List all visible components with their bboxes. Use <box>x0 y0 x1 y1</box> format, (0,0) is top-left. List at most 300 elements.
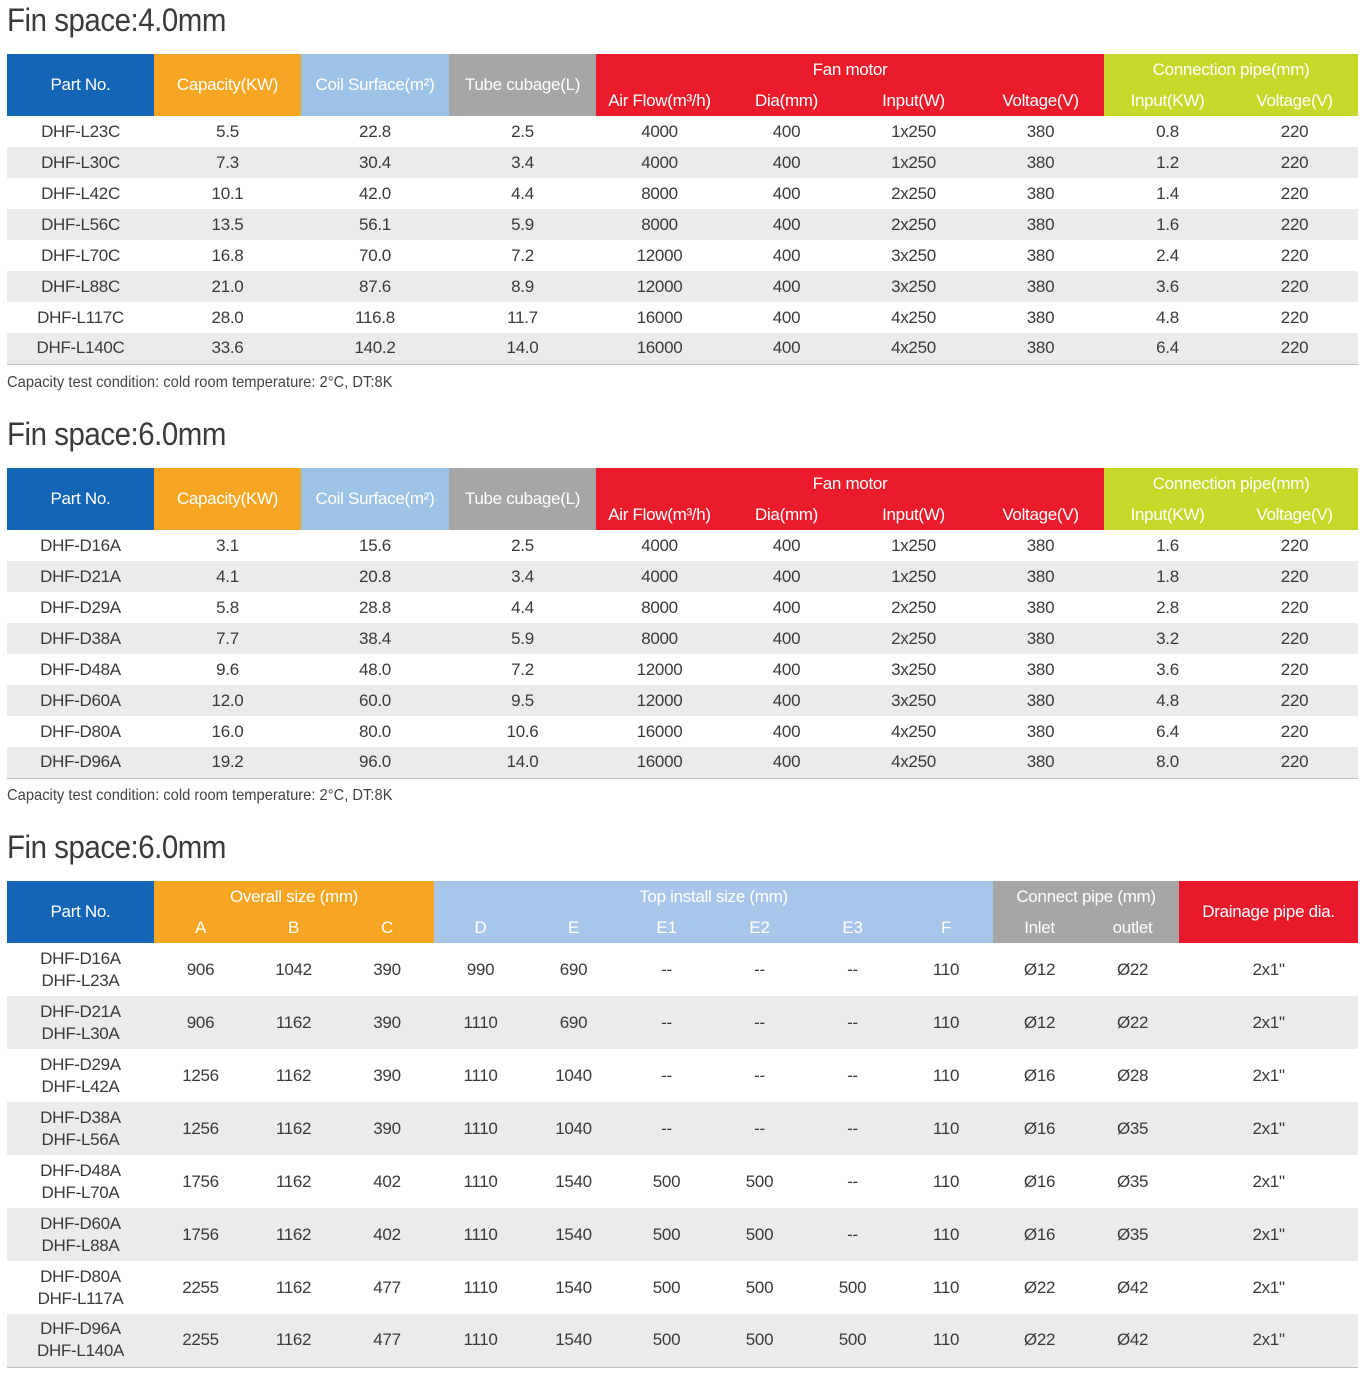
table-cell: 220 <box>1231 747 1358 778</box>
header-e3: E3 <box>806 912 899 943</box>
table-cell: 2x1" <box>1252 1277 1285 1297</box>
section-3-title: Fin space:6.0mm <box>7 829 226 865</box>
header-voltage-2: Voltage(V) <box>1231 85 1358 116</box>
table-cell: Ø12 <box>993 996 1086 1049</box>
table-cell: Ø16 <box>993 1102 1086 1155</box>
table-cell: 400 <box>772 659 801 679</box>
table-row <box>7 654 1358 685</box>
cell-part-no <box>7 1049 154 1102</box>
table-cell: 380 <box>977 623 1104 654</box>
table-cell: 220 <box>1231 623 1358 654</box>
table-cell: 2x1" <box>1179 1208 1358 1261</box>
table-cell: 1162 <box>247 1314 340 1367</box>
table-cell: 906 <box>154 996 247 1049</box>
table-cell: 1110 <box>463 1277 498 1297</box>
table-cell: 60.0 <box>301 685 449 716</box>
table-cell: Ø42 <box>1116 1277 1149 1297</box>
table-cell: -- <box>806 1208 899 1261</box>
table-row <box>7 116 1358 147</box>
table-cell: 390 <box>340 996 434 1049</box>
table-cell: 14.0 <box>449 747 596 778</box>
table-cell: 220 <box>1280 659 1309 679</box>
table-row <box>7 1049 1358 1102</box>
table-cell: 0.8 <box>1156 121 1179 141</box>
table-cell: 13.5 <box>154 209 301 240</box>
table-cell: -- <box>806 996 899 1049</box>
table-cell: 3x250 <box>850 271 977 302</box>
header-connect-pipe: Connect pipe (mm) <box>993 881 1179 912</box>
table-cell: 500 <box>745 1277 774 1297</box>
table-cell: 402 <box>340 1208 434 1261</box>
table-cell: 380 <box>977 561 1104 592</box>
table-cell: Ø28 <box>1116 1065 1149 1085</box>
table-cell: 3.6 <box>1156 659 1179 679</box>
table-cell: 400 <box>772 307 801 327</box>
table-row <box>7 685 1358 716</box>
part-no-primary: DHF-D38A <box>40 1107 121 1127</box>
table-cell: 1.8 <box>1104 561 1231 592</box>
table-cell: 1162 <box>275 1277 312 1297</box>
table-cell: 220 <box>1280 245 1309 265</box>
table-cell: 220 <box>1231 333 1358 364</box>
table-cell: 500 <box>652 1171 681 1191</box>
table-cell: 220 <box>1231 271 1358 302</box>
table-cell: 400 <box>772 183 801 203</box>
table-cell: 80.0 <box>359 721 391 741</box>
table-cell: 8.0 <box>1104 747 1231 778</box>
table-cell: 12.0 <box>154 685 301 716</box>
table-cell: 1540 <box>527 1314 620 1367</box>
table-cell: 3x250 <box>891 245 936 265</box>
header-input-w: Input(W) <box>850 499 977 530</box>
table-cell: 1110 <box>434 1208 527 1261</box>
table-cell: 380 <box>1026 535 1055 555</box>
part-no-primary: DHF-D29A <box>40 1054 121 1074</box>
table-cell: 10.1 <box>211 183 244 203</box>
table-cell: 400 <box>723 685 850 716</box>
table-cell: 16.8 <box>211 245 244 265</box>
table-cell: 1.2 <box>1104 147 1231 178</box>
part-no-secondary: DHF-L70A <box>41 1182 120 1202</box>
table-cell: 220 <box>1231 685 1358 716</box>
table-cell: 110 <box>899 1102 993 1155</box>
table-cell: 20.8 <box>301 561 449 592</box>
table-cell: -- <box>806 1102 899 1155</box>
table-cell: 220 <box>1280 535 1309 555</box>
header-voltage: Voltage(V) <box>977 499 1104 530</box>
table-cell: 6.4 <box>1156 721 1179 741</box>
table-cell: 12000 <box>596 271 723 302</box>
part-no-primary: DHF-D96A <box>40 1319 121 1339</box>
table-cell: 96.0 <box>301 747 449 778</box>
table-cell: 500 <box>620 1314 713 1367</box>
table-cell: 220 <box>1280 721 1309 741</box>
table-cell: 12000 <box>636 245 683 265</box>
table-cell: Ø35 <box>1086 1208 1179 1261</box>
table-row <box>7 1102 1358 1155</box>
table-cell: Ø12 <box>1023 959 1056 979</box>
header-e: E <box>527 912 620 943</box>
table-cell: 380 <box>977 271 1104 302</box>
table-cell: 7.3 <box>154 147 301 178</box>
table-cell: 3x250 <box>850 685 977 716</box>
table-cell: 8.9 <box>449 271 596 302</box>
table-cell: 5.8 <box>216 597 239 617</box>
header-fan-motor: Fan motor <box>596 468 1104 499</box>
cell-part-no <box>7 943 154 996</box>
table-cell: 1540 <box>555 1171 592 1191</box>
table-cell: -- <box>847 959 858 979</box>
table-cell: 380 <box>1026 597 1055 617</box>
header-c: C <box>340 912 434 943</box>
table-cell: 380 <box>1026 183 1055 203</box>
table-cell: 500 <box>652 1277 681 1297</box>
table-cell: 11.7 <box>507 307 538 327</box>
cell-part-no: DHF-L140C <box>7 333 154 364</box>
table-cell: 28.8 <box>359 597 391 617</box>
table-row <box>7 530 1358 561</box>
header-input-kw: Input(KW) <box>1104 499 1231 530</box>
cell-part-no <box>7 1208 154 1261</box>
section-1-title: Fin space:4.0mm <box>7 2 226 38</box>
table-cell: 1110 <box>434 996 527 1049</box>
table-cell: 2x250 <box>891 183 936 203</box>
table-cell: 220 <box>1280 183 1309 203</box>
table-cell: 1162 <box>247 1208 340 1261</box>
table-row <box>7 1261 1358 1314</box>
section-2-note: Capacity test condition: cold room temperature: 2°C, DT:8K <box>7 787 393 804</box>
table-cell: 16000 <box>636 307 683 327</box>
header-dia: Dia(mm) <box>723 499 850 530</box>
table-cell: 1110 <box>434 1102 527 1155</box>
table-cell: 110 <box>932 959 960 979</box>
table-cell: 3.1 <box>216 535 239 555</box>
table-cell: 2x1" <box>1252 1171 1285 1191</box>
table-cell: -- <box>847 1171 858 1191</box>
header-part-no: Part No. <box>7 54 154 116</box>
table-cell: 5.9 <box>449 623 596 654</box>
table-cell: 7.2 <box>511 245 534 265</box>
table-cell: 400 <box>723 623 850 654</box>
table-cell: 400 <box>723 209 850 240</box>
table-cell: 220 <box>1280 121 1309 141</box>
table-cell: 2x1" <box>1252 959 1285 979</box>
table-cell: Ø16 <box>993 1208 1086 1261</box>
table-cell: 2.5 <box>511 535 534 555</box>
table-cell: 4.8 <box>1156 307 1179 327</box>
header-capacity: Capacity(KW) <box>154 468 301 530</box>
table-cell: 400 <box>723 747 850 778</box>
table-cell: 1162 <box>247 996 340 1049</box>
table-cell: -- <box>754 1065 765 1085</box>
table-cell: 220 <box>1231 561 1358 592</box>
table-cell: 400 <box>723 271 850 302</box>
table-cell: Ø16 <box>1023 1065 1056 1085</box>
table-cell: 2.5 <box>511 121 534 141</box>
cell-part-no: DHF-D96A <box>7 747 154 778</box>
header-fan-motor: Fan motor <box>596 54 1104 85</box>
table-cell: 2255 <box>154 1314 247 1367</box>
table-row <box>7 716 1358 747</box>
table-cell: 110 <box>932 1171 960 1191</box>
part-no-primary: DHF-D16A <box>40 948 121 968</box>
table-cell: 4.4 <box>511 183 534 203</box>
table-cell: 220 <box>1280 597 1309 617</box>
table-row <box>7 592 1358 623</box>
table-cell: 500 <box>838 1277 867 1297</box>
table-cell: 690 <box>559 959 588 979</box>
table-cell: 690 <box>527 996 620 1049</box>
table-cell: 2255 <box>182 1277 219 1297</box>
table-cell: 4.4 <box>511 597 534 617</box>
table-cell: 500 <box>713 1314 806 1367</box>
table-cell: 110 <box>899 1208 993 1261</box>
table-cell: 14.0 <box>449 333 596 364</box>
table-cell: 22.8 <box>359 121 391 141</box>
cell-part-no: DHF-L88C <box>7 271 154 302</box>
header-a: A <box>154 912 247 943</box>
part-no-secondary: DHF-L117A <box>37 1288 124 1308</box>
table-cell: 1540 <box>527 1208 620 1261</box>
table-cell: -- <box>713 996 806 1049</box>
table-cell: 390 <box>373 1065 401 1085</box>
part-no-primary: DHF-D48A <box>40 1160 121 1180</box>
table-cell: 400 <box>772 245 801 265</box>
table-cell: 1256 <box>182 1065 219 1085</box>
table-cell: 28.0 <box>211 307 244 327</box>
table-cell: 380 <box>1026 307 1055 327</box>
table-cell: 1x250 <box>850 561 977 592</box>
table-cell: 3.6 <box>1104 271 1231 302</box>
table-cell: Ø16 <box>1023 1171 1056 1191</box>
table-cell: Ø22 <box>1023 1277 1056 1297</box>
table-cell: 19.2 <box>154 747 301 778</box>
table-cell: 12000 <box>636 659 683 679</box>
table-cell: 390 <box>373 959 401 979</box>
table-cell: 390 <box>340 1102 434 1155</box>
table-cell: 2x1" <box>1252 1065 1285 1085</box>
table-cell: 500 <box>745 1171 774 1191</box>
spec-table-fin-6mm <box>7 468 1358 779</box>
table-cell: 2x1" <box>1179 996 1358 1049</box>
table-cell: 477 <box>340 1314 434 1367</box>
part-no-secondary: DHF-L88A <box>41 1235 120 1255</box>
table-cell: 2x1" <box>1179 1102 1358 1155</box>
cell-part-no <box>7 1314 154 1367</box>
header-air-flow: Air Flow(m³/h) <box>596 85 723 116</box>
table-cell: 9.5 <box>449 685 596 716</box>
cell-part-no: DHF-L70C <box>41 245 120 265</box>
table-cell: 16000 <box>596 333 723 364</box>
table-row <box>7 1208 1358 1261</box>
header-coil-surface: Coil Surface(m²) <box>301 54 449 116</box>
table-cell: 110 <box>932 1065 960 1085</box>
table-row <box>7 178 1358 209</box>
table-cell: -- <box>620 1102 713 1155</box>
table-cell: 4000 <box>596 561 723 592</box>
header-air-flow: Air Flow(m³/h) <box>596 499 723 530</box>
table-cell: 8000 <box>641 597 678 617</box>
table-cell: 1162 <box>247 1102 340 1155</box>
table-cell: 400 <box>723 561 850 592</box>
table-cell: 5.9 <box>449 209 596 240</box>
table-cell: 400 <box>772 597 801 617</box>
table-cell: 33.6 <box>154 333 301 364</box>
table-cell: 402 <box>373 1171 401 1191</box>
table-cell: -- <box>661 1065 672 1085</box>
table-cell: 1.4 <box>1156 183 1179 203</box>
table-cell: 10.6 <box>506 721 539 741</box>
header-coil-surface: Coil Surface(m²) <box>301 468 449 530</box>
table-cell: 990 <box>466 959 495 979</box>
table-cell: 3.4 <box>449 561 596 592</box>
table-cell: 500 <box>713 1208 806 1261</box>
cell-part-no: DHF-D29A <box>40 597 121 617</box>
header-voltage: Voltage(V) <box>977 85 1104 116</box>
table-cell: 4x250 <box>850 747 977 778</box>
table-cell: 400 <box>772 121 801 141</box>
table-cell: 380 <box>977 147 1104 178</box>
table-cell: 3x250 <box>891 659 936 679</box>
part-no-secondary: DHF-L30A <box>41 1023 120 1043</box>
header-overall-size: Overall size (mm) <box>154 881 434 912</box>
table-row <box>7 623 1358 654</box>
table-cell: 380 <box>977 333 1104 364</box>
table-cell: 110 <box>899 1314 993 1367</box>
header-d: D <box>434 912 527 943</box>
table-cell: 30.4 <box>301 147 449 178</box>
table-row <box>7 333 1358 364</box>
table-row <box>7 747 1358 778</box>
table-cell: 7.2 <box>511 659 534 679</box>
table-cell: 2x250 <box>850 209 977 240</box>
cell-part-no <box>7 1155 154 1208</box>
table-cell: 5.5 <box>216 121 239 141</box>
table-cell: 38.4 <box>301 623 449 654</box>
table-cell: -- <box>754 959 765 979</box>
table-cell: 1x250 <box>891 121 936 141</box>
table-cell: 8000 <box>596 209 723 240</box>
table-cell: 70.0 <box>359 245 391 265</box>
table-cell: 4000 <box>641 535 678 555</box>
table-cell: Ø35 <box>1086 1102 1179 1155</box>
table-cell: -- <box>847 1065 858 1085</box>
table-cell: 400 <box>772 721 801 741</box>
table-cell: 56.1 <box>301 209 449 240</box>
table-row <box>7 1155 1358 1208</box>
table-cell: 400 <box>772 535 801 555</box>
table-cell: 1756 <box>182 1171 219 1191</box>
cell-part-no: DHF-L23C <box>41 121 120 141</box>
table-cell: 1756 <box>154 1208 247 1261</box>
table-cell: Ø22 <box>1116 959 1149 979</box>
table-cell: Ø35 <box>1116 1171 1149 1191</box>
table-cell: 1110 <box>463 1171 498 1191</box>
cell-part-no <box>7 996 154 1049</box>
cell-part-no <box>7 1102 154 1155</box>
table-cell: 140.2 <box>301 333 449 364</box>
table-cell: 8000 <box>641 183 678 203</box>
header-part-no: Part No. <box>7 881 154 943</box>
cell-part-no: DHF-D80A <box>40 721 121 741</box>
table-cell: 380 <box>1026 659 1055 679</box>
header-part-no: Part No. <box>7 468 154 530</box>
table-cell: 4x250 <box>891 721 936 741</box>
cell-part-no: DHF-D38A <box>7 623 154 654</box>
table-row <box>7 302 1358 333</box>
header-tube-cubage: Tube cubage(L) <box>449 468 596 530</box>
table-cell: 1162 <box>275 1065 312 1085</box>
table-cell: 110 <box>899 996 993 1049</box>
table-cell: 15.6 <box>359 535 391 555</box>
table-cell: 380 <box>977 747 1104 778</box>
table-cell: 9.6 <box>216 659 239 679</box>
table-cell: 21.0 <box>154 271 301 302</box>
table-cell: 2x1" <box>1179 1314 1358 1367</box>
table-cell: 500 <box>620 1208 713 1261</box>
table-cell: 87.6 <box>301 271 449 302</box>
cell-part-no <box>7 1261 154 1314</box>
table-cell: 500 <box>806 1314 899 1367</box>
table-cell: Ø22 <box>1086 996 1179 1049</box>
table-cell: 220 <box>1280 307 1309 327</box>
table-cell: 6.4 <box>1104 333 1231 364</box>
table-cell: 400 <box>723 147 850 178</box>
part-no-secondary: DHF-L140A <box>36 1341 125 1361</box>
table-cell: 380 <box>1026 121 1055 141</box>
table-row <box>7 209 1358 240</box>
table-cell: 116.8 <box>355 307 395 327</box>
cell-part-no: DHF-D60A <box>7 685 154 716</box>
cell-part-no: DHF-D21A <box>7 561 154 592</box>
header-voltage-2: Voltage(V) <box>1231 499 1358 530</box>
header-input-kw: Input(KW) <box>1104 85 1231 116</box>
table-cell: 4x250 <box>891 307 936 327</box>
table-cell: 477 <box>373 1277 401 1297</box>
table-cell: 42.0 <box>359 183 391 203</box>
dimension-table <box>7 881 1358 1368</box>
cell-part-no: DHF-L30C <box>7 147 154 178</box>
table-cell: -- <box>713 1102 806 1155</box>
table-cell: 1256 <box>154 1102 247 1155</box>
table-cell: 2x250 <box>891 597 936 617</box>
header-drainage: Drainage pipe dia. <box>1179 881 1358 943</box>
cell-part-no: DHF-L117C <box>37 307 124 327</box>
section-1-note: Capacity test condition: cold room temperature: 2°C, DT:8K <box>7 374 393 391</box>
table-cell: 4.8 <box>1104 685 1231 716</box>
table-cell: 16000 <box>636 721 683 741</box>
table-cell: 1540 <box>555 1277 592 1297</box>
header-top-install: Top install size (mm) <box>434 881 993 912</box>
table-cell: 12000 <box>596 685 723 716</box>
table-cell: 906 <box>186 959 215 979</box>
table-cell: 3.2 <box>1104 623 1231 654</box>
table-cell: 400 <box>723 333 850 364</box>
table-row <box>7 1314 1358 1367</box>
part-no-secondary: DHF-L56A <box>41 1129 120 1149</box>
table-cell: 1162 <box>275 1171 312 1191</box>
header-inlet: Inlet <box>993 912 1086 943</box>
section-2-title: Fin space:6.0mm <box>7 416 226 452</box>
table-cell: 1x250 <box>891 535 936 555</box>
table-cell: 7.7 <box>154 623 301 654</box>
header-connection-pipe: Connection pipe(mm) <box>1104 468 1358 499</box>
header-tube-cubage: Tube cubage(L) <box>449 54 596 116</box>
header-connection-pipe: Connection pipe(mm) <box>1104 54 1358 85</box>
table-cell: 1.6 <box>1104 209 1231 240</box>
table-cell: 2x250 <box>850 623 977 654</box>
table-cell: Ø22 <box>993 1314 1086 1367</box>
